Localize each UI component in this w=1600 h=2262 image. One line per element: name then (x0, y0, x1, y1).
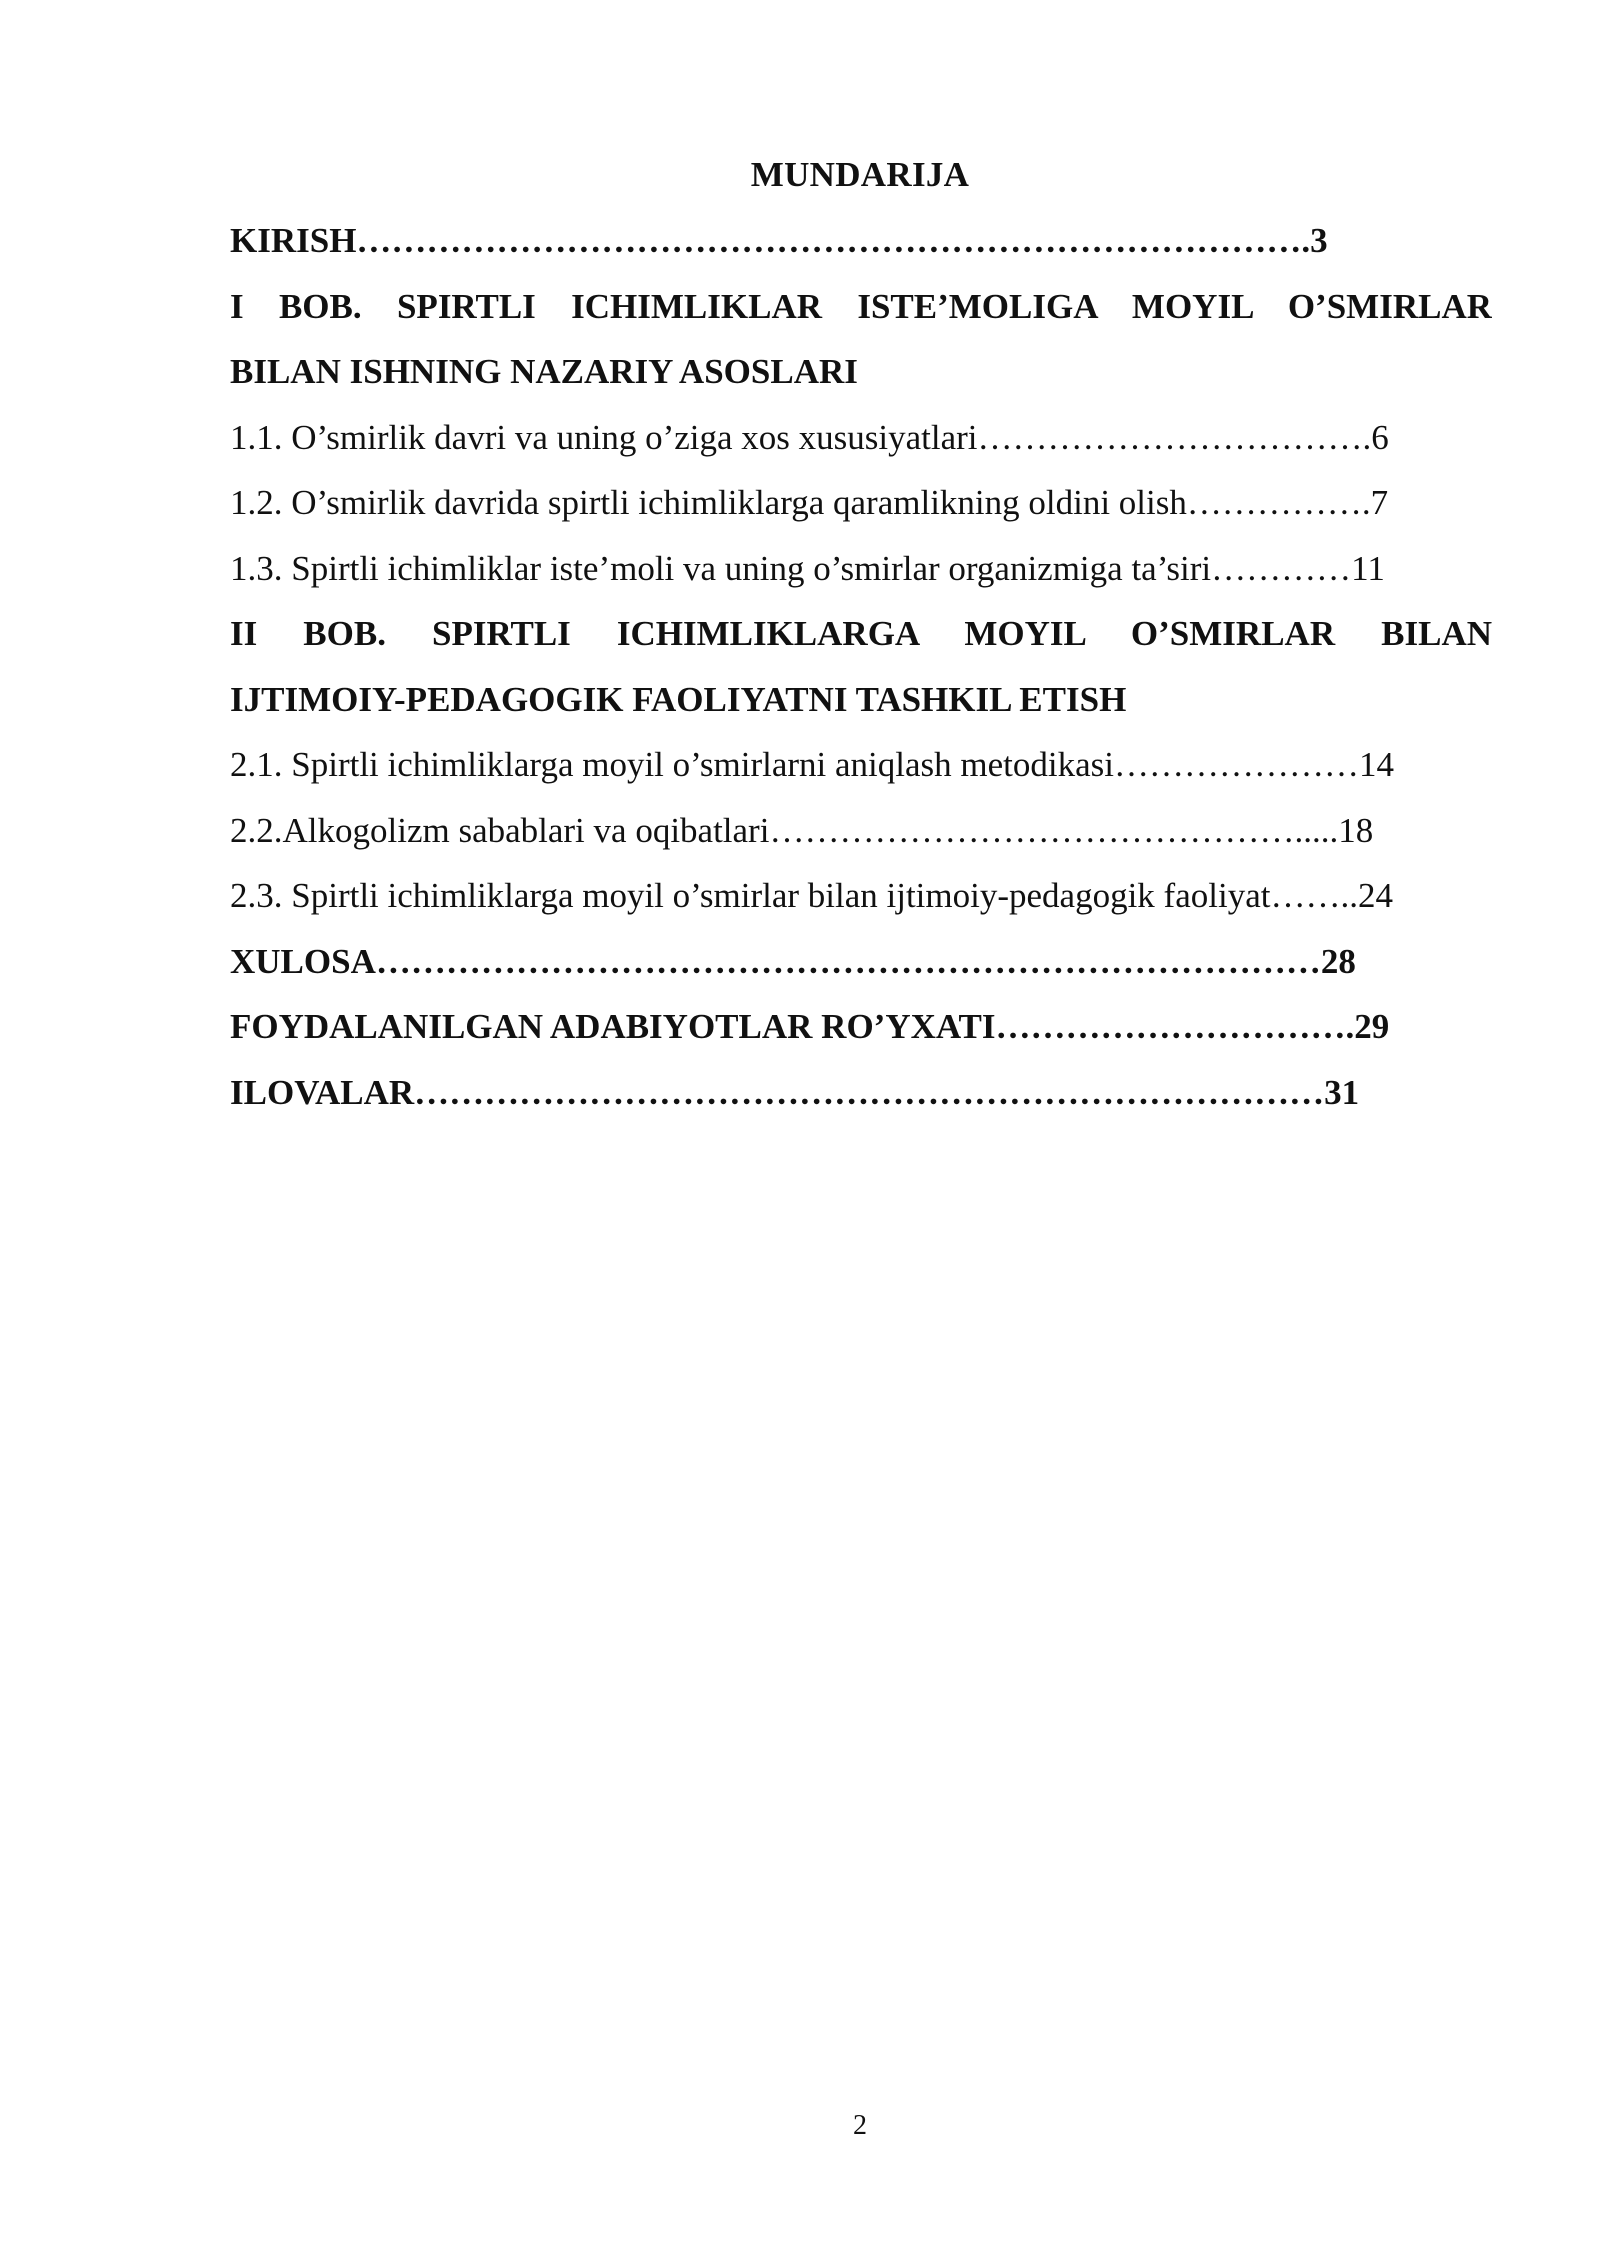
toc-entry-1-1: 1.1. O’smirlik davri va uning o’ziga xos xususiyatlari…………………………….6 (230, 417, 1389, 457)
toc-entry-2-2: 2.2.Alkogolizm sabablari va oqibatlari……………………………………….....18 (230, 810, 1374, 850)
toc-entry-2-3: 2.3. Spirtli ichimliklarga moyil o’smirlar bilan ijtimoiy-pedagogik faoliyat……..24 (230, 876, 1393, 915)
page-title: MUNDARIJA (750, 155, 970, 194)
toc-entry-2-1: 2.1. Spirtli ichimliklarga moyil o’smirlarni aniqlash metodikasi…………………14 (230, 745, 1394, 784)
toc-chapter-1-heading-line-2: BILAN ISHNING NAZARIY ASOSLARI (230, 352, 858, 391)
toc-chapter-1-heading-line-1: I BOB. SPIRTLI ICHIMLIKLAR ISTE’MOLIGA MOYIL O’SMIRLAR (230, 286, 1492, 326)
table-of-contents (230, 208, 1492, 1125)
toc-chapter-2-heading-line-1: II BOB. SPIRTLI ICHIMLIKLARGA MOYIL O’SMIRLAR BILAN (230, 614, 1492, 653)
toc-entry-xulosa: XULOSA………………………………………………………………………28 (230, 941, 1356, 981)
toc-entry-bibliography: FOYDALANILGAN ADABIYOTLAR RO’YXATI………………………….29 (230, 1007, 1390, 1046)
toc-entry-ilovalar: ILOVALAR……………………………………………………………………31 (230, 1072, 1360, 1112)
page-number: 2 (853, 2110, 867, 2141)
toc-entry-1-3: 1.3. Spirtli ichimliklar iste’moli va uning o’smirlar organizmiga ta’siri…………11 (230, 548, 1385, 588)
toc-entry-kirish: KIRISH……………………………………………………………………….3 (230, 221, 1328, 260)
toc-entry-1-2: 1.2. O’smirlik davrida spirtli ichimliklarga qaramlikning oldini olish…………….7 (230, 483, 1389, 522)
toc-chapter-2-heading-line-2: IJTIMOIY-PEDAGOGIK FAOLIYATNI TASHKIL ETISH (230, 679, 1127, 719)
